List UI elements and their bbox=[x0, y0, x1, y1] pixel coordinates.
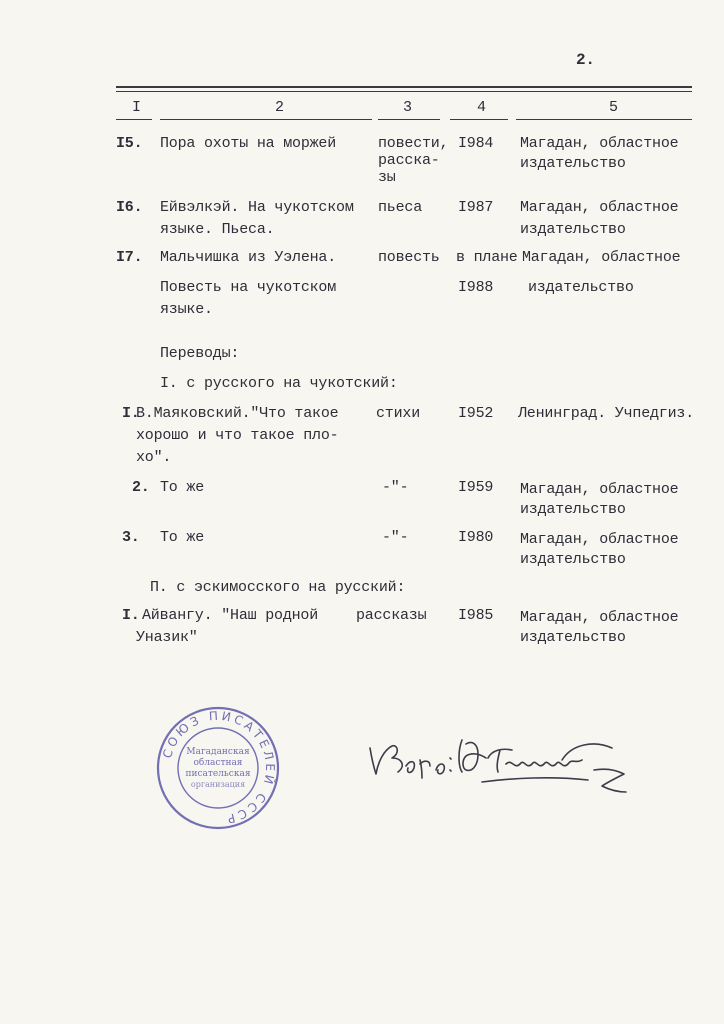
column-header-4: 4 bbox=[477, 99, 486, 116]
organization-stamp bbox=[156, 706, 280, 830]
entry-year: I952 bbox=[458, 405, 494, 422]
entry-genre: -"- bbox=[382, 529, 409, 546]
entry-title: В.Маяковский."Что такое bbox=[136, 405, 339, 422]
entry-publisher: издательство bbox=[520, 155, 626, 172]
entry-title: Уназик" bbox=[136, 629, 198, 646]
entry-title: Мальчишка из Уэлена. bbox=[160, 249, 337, 266]
entry-year: I984 bbox=[458, 135, 494, 152]
header-underline-1 bbox=[116, 119, 152, 120]
table-top-rule bbox=[116, 86, 692, 88]
column-header-2: 2 bbox=[275, 99, 284, 116]
handwritten-signature bbox=[362, 730, 662, 800]
entry-year: I985 bbox=[458, 607, 494, 624]
entry-title: Ейвэлкэй. На чукотском bbox=[160, 199, 354, 216]
entry-number: I. bbox=[122, 607, 140, 624]
entry-year: I988 bbox=[458, 279, 494, 296]
entry-title: хо". bbox=[136, 449, 172, 466]
entry-genre: повесть bbox=[378, 249, 440, 266]
entry-publisher: Магадан, областное bbox=[520, 135, 679, 152]
entry-number: 3. bbox=[122, 529, 140, 546]
entry-genre: стихи bbox=[376, 405, 421, 422]
stamp-ring-text: СОЮЗ ПИСАТЕЛЕЙ СССР bbox=[160, 708, 278, 827]
stamp-center-text: областная bbox=[193, 758, 243, 768]
entry-title: языке. bbox=[160, 301, 213, 318]
entry-publisher: издательство bbox=[528, 279, 634, 296]
column-header-3: 3 bbox=[403, 99, 412, 116]
entry-publisher: издательство bbox=[520, 501, 626, 518]
column-header-5: 5 bbox=[609, 99, 618, 116]
entry-genre: расска- bbox=[378, 152, 440, 169]
section-heading: I. с русского на чукотский: bbox=[160, 375, 398, 392]
entry-number: I6. bbox=[116, 199, 143, 216]
translations-heading: Переводы: bbox=[160, 345, 240, 362]
entry-publisher: издательство bbox=[520, 629, 626, 646]
column-header-1: I bbox=[132, 99, 141, 116]
entry-title: Пора охоты на моржей bbox=[160, 135, 337, 152]
entry-year: в плане bbox=[456, 249, 518, 266]
entry-title: То же bbox=[160, 529, 205, 546]
entry-publisher: Магадан, областное bbox=[522, 249, 681, 266]
entry-publisher: Магадан, областное bbox=[520, 199, 679, 216]
entry-year: I959 bbox=[458, 479, 494, 496]
entry-number: I7. bbox=[116, 249, 143, 266]
header-underline-3 bbox=[378, 119, 440, 120]
entry-publisher: Магадан, областное bbox=[520, 609, 679, 626]
header-underline-2 bbox=[160, 119, 372, 120]
entry-publisher: издательство bbox=[520, 221, 626, 238]
entry-publisher: Магадан, областное bbox=[520, 531, 679, 548]
stamp-center-text: писательская bbox=[185, 769, 251, 779]
table-top-rule-2 bbox=[116, 91, 692, 92]
entry-title: языке. Пьеса. bbox=[160, 221, 275, 238]
entry-number: I. bbox=[122, 405, 140, 422]
entry-publisher: Магадан, областное bbox=[520, 481, 679, 498]
header-underline-5 bbox=[516, 119, 692, 120]
stamp-center-text: Магаданская bbox=[186, 747, 250, 757]
entry-title: То же bbox=[160, 479, 205, 496]
entry-genre: повести, bbox=[378, 135, 449, 152]
entry-title: Повесть на чукотском bbox=[160, 279, 337, 296]
entry-publisher: Ленинград. Учпедгиз. bbox=[518, 405, 695, 422]
entry-genre: пьеса bbox=[378, 199, 423, 216]
entry-number: 2. bbox=[132, 479, 150, 496]
entry-genre: зы bbox=[378, 169, 396, 186]
entry-publisher: издательство bbox=[520, 551, 626, 568]
entry-genre: рассказы bbox=[356, 607, 427, 624]
entry-genre: -"- bbox=[382, 479, 409, 496]
entry-year: I987 bbox=[458, 199, 494, 216]
entry-title: Айвангу. "Наш родной bbox=[142, 607, 319, 624]
entry-year: I980 bbox=[458, 529, 494, 546]
page-number: 2. bbox=[576, 51, 595, 69]
entry-title: хорошо и что такое пло- bbox=[136, 427, 339, 444]
entry-number: I5. bbox=[116, 135, 143, 152]
header-underline-4 bbox=[450, 119, 508, 120]
section-heading: П. с эскимосского на русский: bbox=[150, 579, 406, 596]
stamp-center-text: организация bbox=[190, 780, 246, 789]
